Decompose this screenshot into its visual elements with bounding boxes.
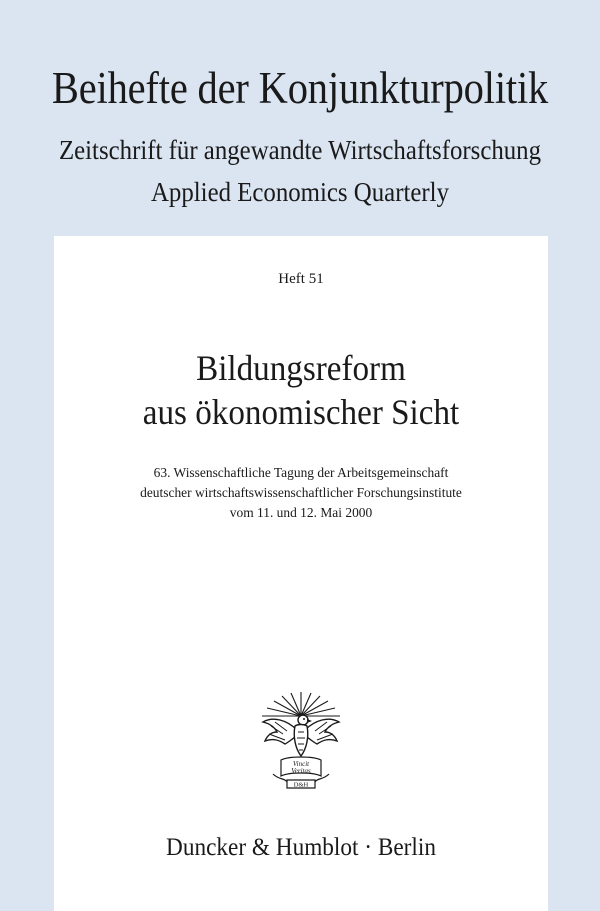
- conference-line-3: vom 11. und 12. Mai 2000: [229, 506, 373, 521]
- seal-motto-line-2: Veritas: [291, 767, 311, 775]
- book-title-line-2: aus ökonomischer Sicht: [142, 392, 460, 432]
- publisher-imprint: Duncker & Humblot · Berlin: [166, 834, 436, 861]
- journal-subtitle-german: Zeitschrift für angewandte Wirtschaftsforschung: [58, 135, 542, 165]
- journal-subtitle-english: Applied Economics Quarterly: [150, 177, 449, 207]
- series-title: Beihefte der Konjunkturpolitik: [51, 63, 549, 113]
- eagle-emblem-icon: [251, 686, 351, 796]
- conference-line-2: deutscher wirtschaftswissenschaftlicher Forschungsinstitute: [140, 486, 462, 501]
- book-title-line-1: Bildungsreform: [196, 348, 406, 388]
- seal-motto-line-1: Vincit: [292, 760, 310, 768]
- issue-number: Heft 51: [278, 271, 324, 287]
- seal-monogram: D&H: [293, 781, 309, 789]
- title-panel: [54, 236, 548, 911]
- book-title: [74, 346, 528, 434]
- conference-description: [64, 464, 538, 524]
- conference-line-1: 63. Wissenschaftliche Tagung der Arbeitsgemeinschaft: [153, 466, 449, 481]
